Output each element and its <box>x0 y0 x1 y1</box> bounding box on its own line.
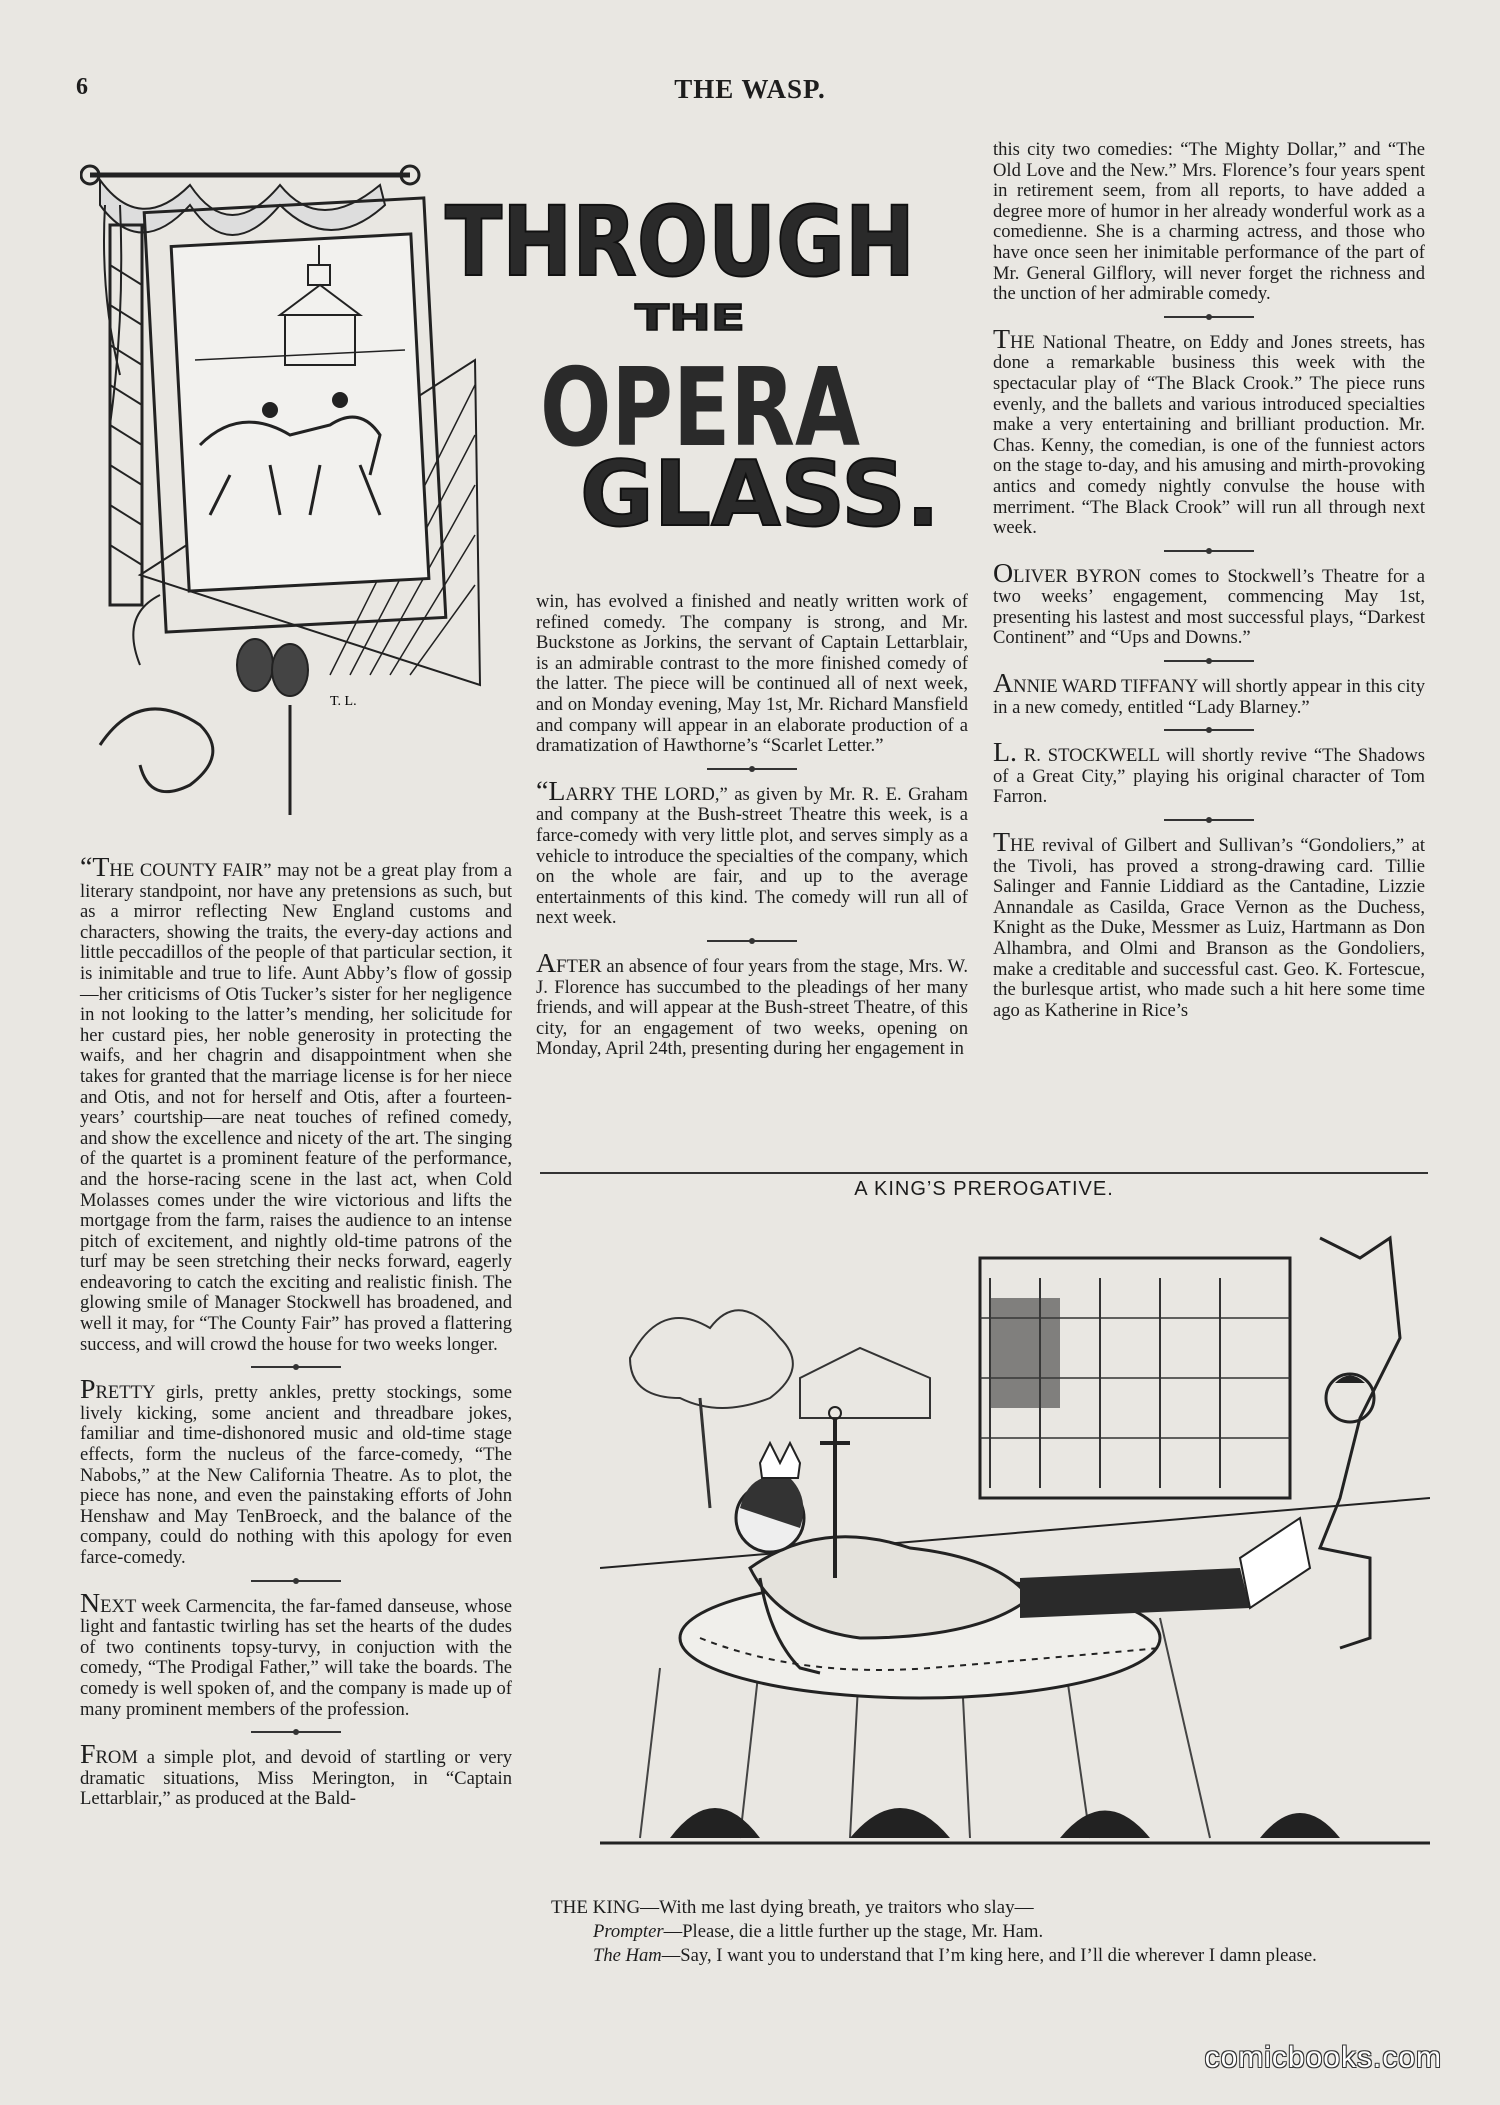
caption-ham-text: —Say, I want you to understand that I’m king here, and I’ll die wherever I damn please. <box>661 1945 1317 1966</box>
section-rule <box>251 1366 341 1368</box>
section-rule <box>1164 660 1254 662</box>
article-mrs-florence-continued: this city two comedies: “The Mighty Dollar,” and “The Old Love and the New.” Mrs. Florence’s four years spent in retirement seem, from all reports, to have added a degree more of humor in her already wonderful work as a comedienne. She is a charming actress, and those who have once seen her inimitable performance of the part of Mr. General Gilflory, will never forget the richness and the unction of her admirable comedy. <box>993 139 1425 305</box>
caption-ham <box>551 1944 1436 1968</box>
watermark: comicbooks.com <box>1204 2041 1442 2074</box>
section-rule <box>251 1731 341 1733</box>
title-word-through: THROUGH <box>445 186 915 298</box>
article-carmencita: NEXT week Carmencita, the far-famed danseuse, whose light and fantastic twirling has set the hearts of the dudes of two continents topsy-turvy, in conjuction with the comedy, “The Prodigal Father,” will take the boards. The comedy is well spoken of, and the company is made up of many prominent members of the profession. <box>80 1587 512 1720</box>
section-rule <box>251 1580 341 1582</box>
caption-prompter-text: —Please, die a little further up the stage, Mr. Ham. <box>663 1921 1044 1942</box>
page-number: 6 <box>76 74 88 100</box>
caption-prompter-speaker: Prompter <box>593 1921 664 1942</box>
article-county-fair: “THE COUNTY FAIR” may not be a great play from a literary standpoint, nor have any pretensions as such, but as a mirror reflecting New England customs and characters, showing the traits, the every-day actions and little peccadillos of the people of that particular section, it is inimitable and true to life. Aunt Abby’s flow of gossip—her criticisms of Otis Tucker’s sister for her negligence in not looking to the latter’s mending, her solicitude for her custard pies, her noble generosity in protecting the waifs, and her chagrin and disappointment when she takes for granted that the marriage license is for her niece and Otis, and not for herself and Otis, after a fourteen-years’ courtship—are neat touches of refined comedy, and show the excellence and nicety of the art. The singing of the quartet is a prominent feature of the performance, and the horse-racing scene in the last act, when Cold Molasses comes under the wire victorious and lifts the mortgage from the farm, raises the audience to an intense pitch of excitement, and nightly old-time patrons of the turf may be seen stretching their necks forward, eagerly endeavoring to catch the exciting and realistic finish. The glowing smile of Manager Stockwell has broadened, and well it may, for “The County Fair” has proved a flattering success, and will crowd the house for two weeks longer. <box>80 852 512 1355</box>
masthead: THE WASP. <box>674 74 826 104</box>
column-3 <box>993 140 1425 1021</box>
section-rule <box>1164 819 1254 821</box>
cartoon-illustration <box>600 1218 1430 1848</box>
cartoon-title: A KING’S PREROGATIVE. <box>854 1178 1114 1200</box>
article-lettarblair: FROM a simple plot, and devoid of startling or very dramatic situations, Miss Merington, in “Captain Lettarblair,” as produced at the Bald- <box>80 1739 512 1810</box>
article-oliver-byron: OLIVER BYRON comes to Stockwell’s Theatre for a two weeks’ engagement, commencing May 1st, presenting his lastest and most successful plays, “Darkest Continent” and “Ups and Downs.” <box>993 557 1425 649</box>
title-word-the: THE <box>635 298 745 339</box>
section-rule <box>707 768 797 770</box>
title-word-glass: GLASS. <box>580 442 940 547</box>
column-2 <box>536 592 968 1060</box>
title-word-opera: OPERA <box>540 346 861 471</box>
article-annie-ward-tiffany: ANNIE WARD TIFFANY will shortly appear in this city in a new comedy, entitled “Lady Blarney.” <box>993 668 1425 718</box>
column-1 <box>80 852 512 1810</box>
title-lettering <box>440 180 960 570</box>
article-national-theatre: THE National Theatre, on Eddy and Jones streets, has done a remarkable business this week with the spectacular play of “The Black Crook.” The piece runs evenly, and the ballets and various introduced specialties make a very entertaining and brilliant production. Mr. Chas. Kenny, the comedian, is one of the funniest actors on the stage to-day, and his amusing and mirth-provoking antics and comedy nightly convulse the house with merriment. “The Black Crook” will run all through next week. <box>993 323 1425 539</box>
article-larry-the-lord: “LARRY THE LORD,” as given by Mr. R. E. Graham and company at the Bush-street Theatre this week, is a farce-comedy with very little plot, and serves simply as a vehicle to introduce the specialties of the company, which on the whole are fair, and up to the average entertainments of this kind. The comedy will run all of next week. <box>536 775 968 929</box>
section-rule <box>1164 316 1254 318</box>
article-lettarblair-continued: win, has evolved a finished and neatly written work of refined comedy. The company is strong, and Mr. Buckstone as Jorkins, the servant of Captain Lettarblair, is an admirable contrast to the more finished comedy of the latter. The piece will be continued all of next week, and on Monday evening, May 1st, Mr. Richard Mansfield and company will appear in an elaborate production of a dramatization of Hawthorne’s “Scarlet Letter.” <box>536 591 968 757</box>
article-stockwell: L. R. STOCKWELL will shortly revive “The Shadows of a Great City,” playing his original character of Tom Farron. <box>993 737 1425 808</box>
article-nabobs: PRETTY girls, pretty ankles, pretty stockings, some lively kicking, some ancient and threadbare jokes, familiar and time-dishonored music and old-time stage effects, form the nucleus of the farce-comedy, “The Nabobs,” at the New California Theatre. As to plot, the piece has none, and even the painstaking efforts of John Henshaw and May TenBroeck, and the balance of the company, could do nothing with this apology for even farce-comedy. <box>80 1374 512 1568</box>
article-mrs-florence: AFTER an absence of four years from the stage, Mrs. W. J. Florence has succumbed to the pleadings of her many friends, and will appear at the Bush-street Theatre, of this city, for an engagement of two weeks, opening on Monday, April 24th, presenting during her engagement in <box>536 947 968 1060</box>
section-rule <box>707 940 797 942</box>
caption-prompter <box>551 1920 1436 1944</box>
caption-king: THE KING—With me last dying breath, ye traitors who slay— <box>551 1897 1034 1918</box>
cartoon-caption <box>551 1896 1436 1968</box>
article-gondoliers: THE revival of Gilbert and Sullivan’s “Gondoliers,” at the Tivoli, has proved a strong-drawing card. Tillie Salinger and Fannie Liddiard as the Cantadine, Lizzie Annandale as Casilda, Grace Vernon as the Duchess, Knight as the Duke, Messmer as Luiz, Hartmann as Don Alhambra, and Olmi and Branson as the Gondoliers, make a creditable and successful cast. Geo. K. Fortescue, the burlesque artist, who made such a hit here some time ago as Katherine in Rice’s <box>993 827 1425 1021</box>
section-rule <box>1164 550 1254 552</box>
section-rule <box>1164 729 1254 731</box>
cartoon-divider <box>540 1172 1428 1174</box>
caption-ham-speaker: The Ham <box>593 1945 662 1966</box>
artist-initials: T. L. <box>330 694 357 709</box>
